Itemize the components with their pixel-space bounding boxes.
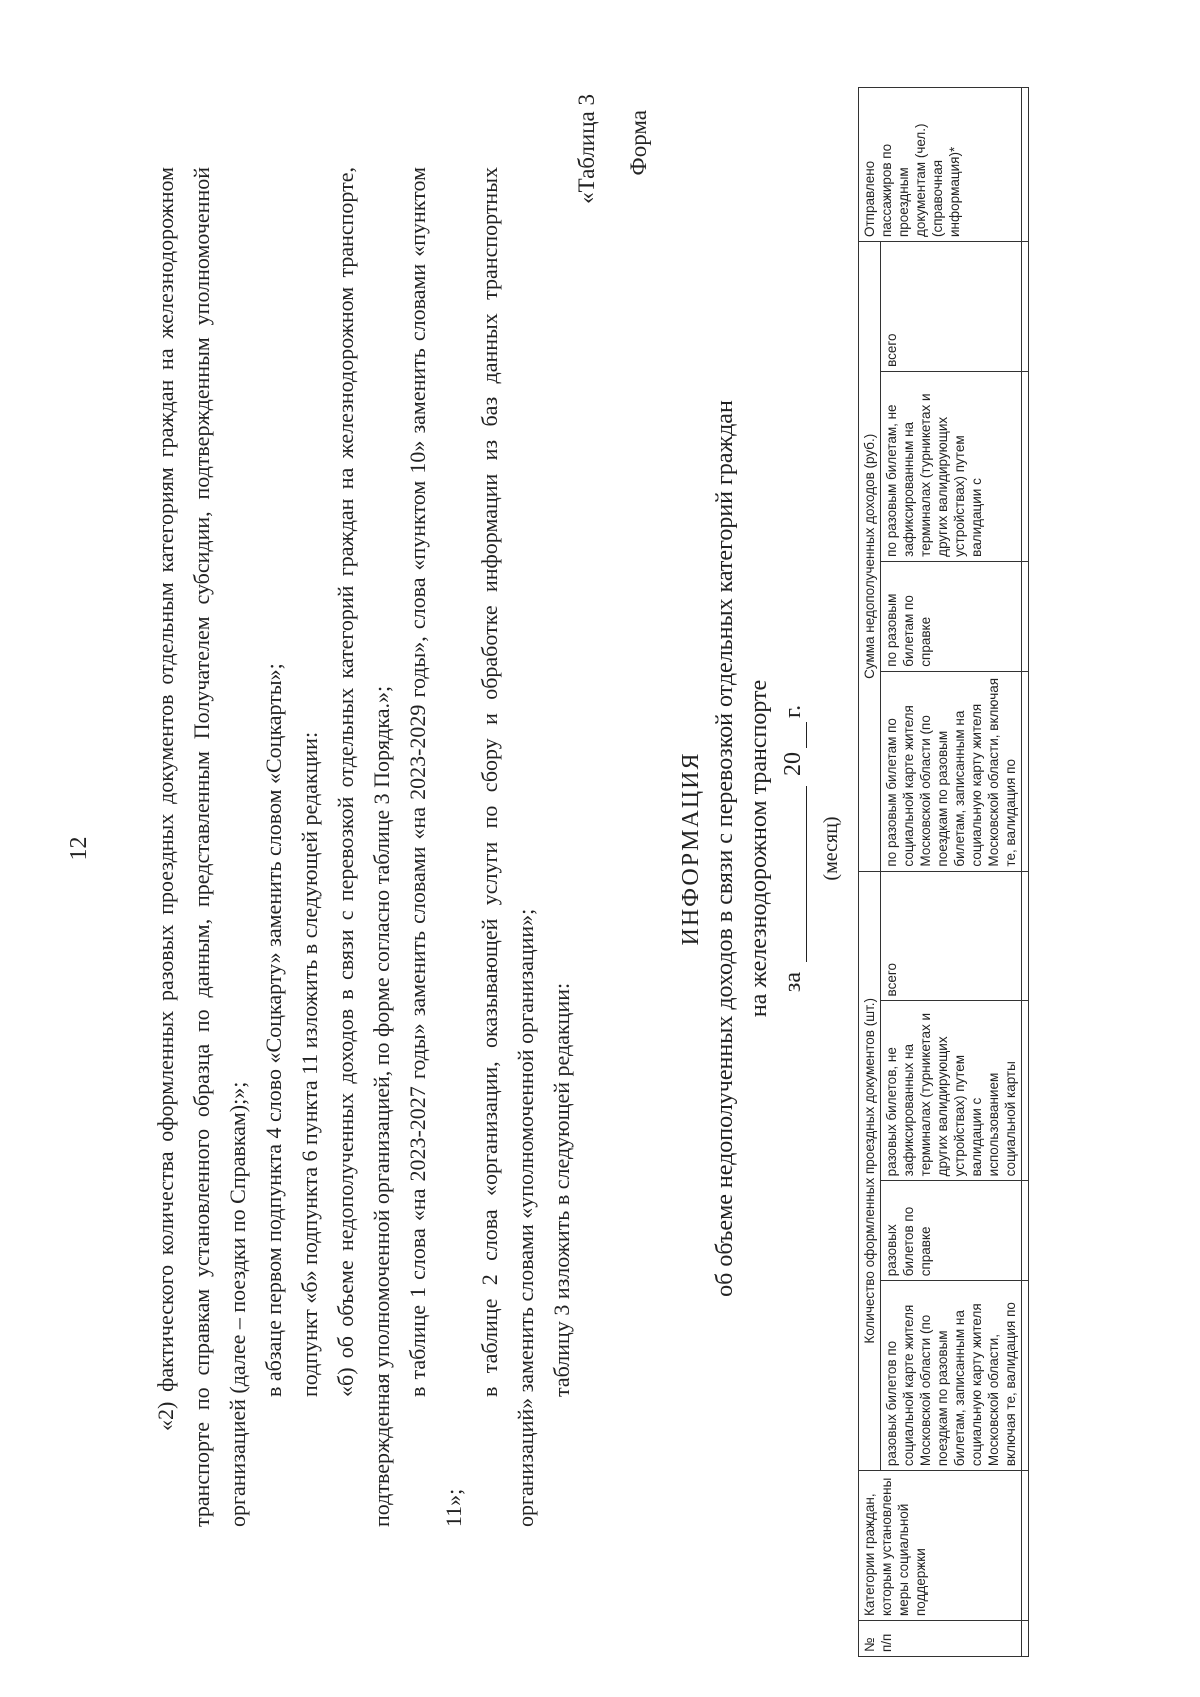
header-number: № п/п: [859, 1621, 1022, 1657]
period-line: [780, 0, 807, 1697]
header-sum-social-card: по разовым билетам по социальной карте жителя Московской области (по поездкам по разовым билетам, записанным на социальную карту жителя Московской области, включая те, валидация по: [881, 671, 1022, 871]
paragraph-4: «б) об объеме недополученных доходов в связи с перевозкой отдельных категорий граждан на железнодорожном транспорте, подтвержденная уполномоченной организацией, по форме согласно таблице 3 Порядка.»;: [333, 167, 394, 1527]
paragraph-7: таблицу 3 изложить в следующей редакции:: [549, 982, 574, 1397]
header-count-social-card: разовых билетов по социальной карте жителя Московской области (по поездкам по разовым билетам, записанным на социальную карту жителя Московской области, включая те, валидация по: [881, 1281, 1022, 1471]
year-blank: [782, 722, 807, 748]
form-label: Форма: [626, 110, 651, 176]
paragraph-5: в таблице 1 слова «на 2023-2027 годы» заменить словами «на 2023-2029 годы», слова «пунктом 10» заменить словами «пунктом 11»;: [405, 167, 466, 1527]
header-sum-total: всего: [881, 242, 1022, 372]
table-empty-row: [1022, 88, 1029, 1657]
header-sum-unrecorded: по разовым билетам, не зафиксированным на терминалах (турникетах и других валидирующих устройствах) путем валидации с: [881, 371, 1022, 561]
year-prefix: 20: [780, 752, 806, 776]
header-count-certificate: разовых билетов по справке: [881, 1181, 1022, 1281]
month-caption: (месяц): [820, 816, 842, 881]
header-sum-certificate: по разовым билетам по справке: [881, 561, 1022, 671]
header-count-unrecorded: разовых билетов, не зафиксированных на терминалах (турникетах и других валидирующих устройствах) путем валидации с использованием социальной карты: [881, 1001, 1022, 1181]
paragraph-1: «2) фактического количества оформленных разовых проездных документов отдельным категориям граждан на железнодорожном транспорте по справкам установленного образца по данным, представленным Получателем субсидии, подтвержденным уполномоченной организацией (далее – поездки по Справкам);»;: [153, 167, 250, 1527]
period-prefix: за: [780, 972, 806, 993]
header-count-total: всего: [881, 871, 1022, 1001]
form-subtitle-line1: об объеме недополученных доходов в связи с перевозкой отдельных категорий граждан: [712, 400, 738, 1297]
paragraph-3: подпункт «б» подпункта 6 пункта 11 изложить в следующей редакции:: [297, 731, 322, 1397]
form-heading: [674, 0, 776, 1697]
header-group-count: Количество оформленных проездных документов (шт.): [859, 871, 881, 1471]
form-subtitle-line2: на железнодорожном транспорте: [746, 679, 772, 1018]
report-table: [858, 87, 1029, 1657]
page-number: 12: [66, 836, 92, 861]
paragraph-6: в таблице 2 слова «организации, оказывающей услуги по сбору и обработке информации из баз данных транспортных организаций» заменить словами «уполномоченной организации»;: [477, 167, 538, 1527]
table-header-row-1: [859, 88, 881, 1657]
header-group-sum: Сумма недополученных доходов (руб.): [859, 242, 881, 872]
header-sent-passengers: Отправлено пассажиров по проездным документам (чел.) (справочная информация)*: [859, 88, 1022, 242]
header-category: Категории граждан, которым установлены меры социальной поддержки: [859, 1471, 1022, 1621]
form-title: ИНФОРМАЦИЯ: [678, 751, 704, 946]
year-suffix: г.: [780, 704, 806, 718]
month-blank: [782, 786, 807, 962]
body-text: [148, 167, 580, 1527]
paragraph-2: в абзаце первом подпункта 4 слово «Соцкарту» заменить словом «Соцкарты»;: [261, 663, 286, 1397]
table-label: «Таблица 3: [574, 94, 599, 204]
table-header-row-2: [881, 88, 1022, 1657]
